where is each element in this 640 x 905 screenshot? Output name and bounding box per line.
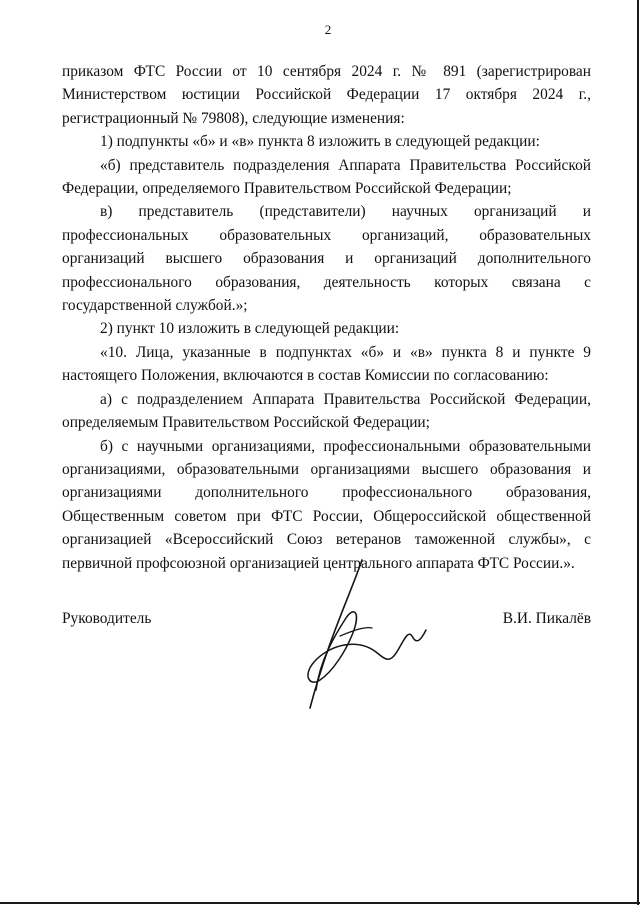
paragraph-point-10-b: б) с научными организациями, профессиональными образовательными организациями, образовательными организациями высшего образования и организациями дополнительного профессионального образования, Общественным советом при ФТС России, Общероссийской общественной организацией «Всероссийский Союз ветеранов таможенной службы», с первичной профсоюзной организацией центрального аппарата ФТС России.». — [62, 437, 591, 572]
paragraph-point-10: «10. Лица, указанные в подпунктах «б» и «в» пункта 8 и пункте 9 настоящего Положения, включаются в состав Комиссии по согласованию: — [62, 343, 591, 385]
paragraph-subitem-b: «б) представитель подразделения Аппарата Правительства Российской Федерации, определяемого Правительством Российской Федерации; — [62, 156, 591, 198]
paragraph-intro: приказом ФТС России от 10 сентября 2024 г. № 891 (зарегистрирован Министерством юстиции Российской Федерации 17 октября 2024 г., регистрационный № 79808), следующие изменения: — [62, 63, 591, 127]
page-edge-bottom — [0, 902, 640, 904]
document-body — [62, 60, 591, 575]
signer-name: В.И. Пикалёв — [502, 610, 591, 627]
signer-position: Руководитель — [62, 610, 152, 627]
page-number: 2 — [324, 22, 332, 37]
paragraph-subitem-v: в) представитель (представители) научных организаций и профессиональных образовательных организаций, образовательных организаций высшего образования и организаций дополнительного профессионального образования, деятельность которых связана с государственной службой.»; — [62, 203, 591, 315]
paragraph-item-1: 1) подпункты «б» и «в» пункта 8 изложить в следующей редакции: — [100, 133, 540, 151]
paragraph-point-10-a: а) с подразделением Аппарата Правительства Российской Федерации, определяемым Правительством Российской Федерации; — [62, 390, 591, 432]
paragraph-item-2: 2) пункт 10 изложить в следующей редакции: — [100, 320, 400, 338]
page-edge-right — [637, 0, 639, 905]
handwritten-signature — [280, 540, 450, 720]
